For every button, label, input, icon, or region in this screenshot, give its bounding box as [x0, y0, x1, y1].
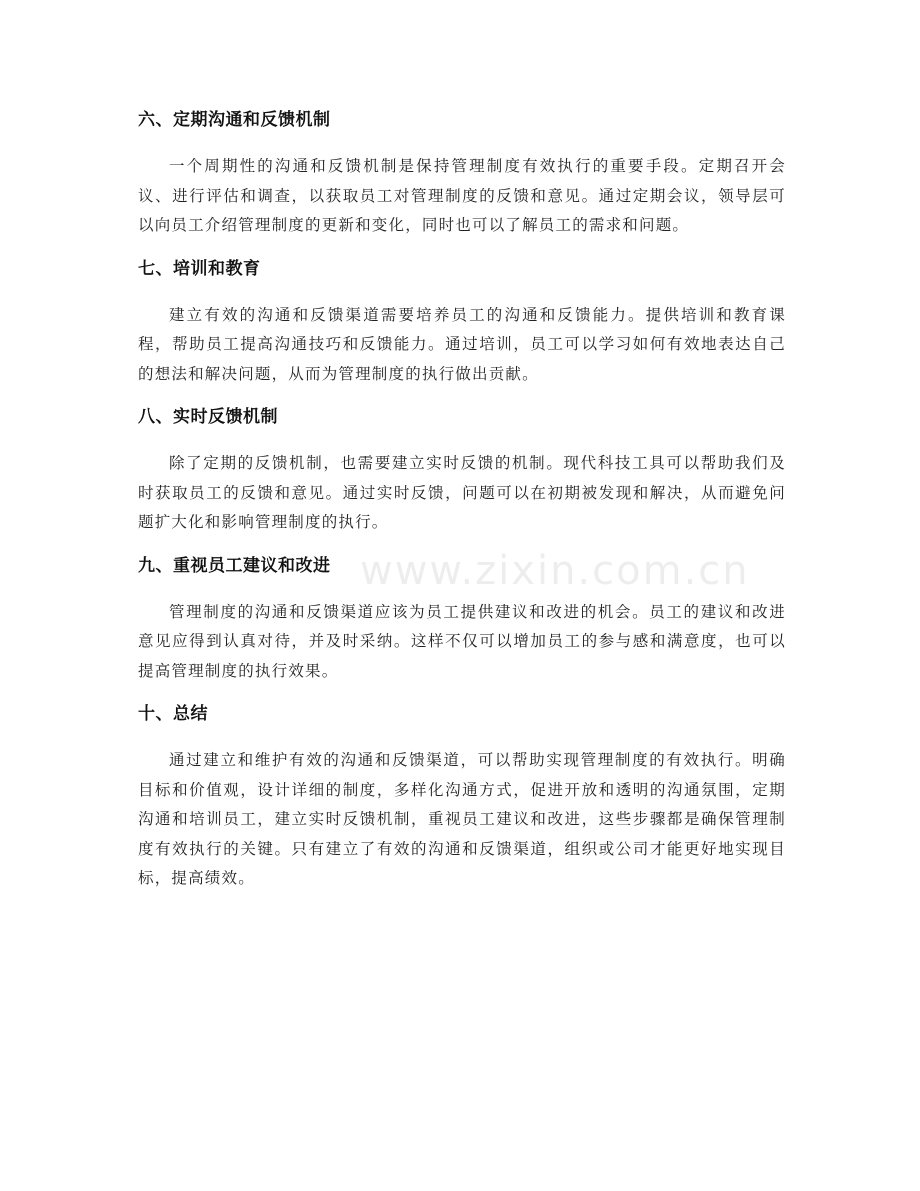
section-9 [138, 554, 786, 687]
section-heading: 七、培训和教育 [138, 258, 261, 279]
section-heading: 十、总结 [138, 704, 208, 724]
section-paragraph: 管理制度的沟通和反馈渠道应该为员工提供建议和改进的机会。员工的建议和改进意见应得到认真对待，并及时采纳。这样不仅可以增加员工的参与感和满意度，也可以提高管理制度的执行效果。 [138, 602, 786, 680]
section-paragraph: 一个周期性的沟通和反馈机制是保持管理制度有效执行的重要手段。定期召开会议、进行评估和调查，以获取员工对管理制度的反馈和意见。通过定期会议，领导层可以向员工介绍管理制度的更新和变化，同时也可以了解员工的需求和问题。 [138, 157, 786, 234]
section-heading: 九、重视员工建议和改进 [138, 555, 331, 576]
section-7 [138, 257, 786, 390]
section-6 [138, 108, 786, 241]
section-paragraph: 通过建立和维护有效的沟通和反馈渠道，可以帮助实现管理制度的有效执行。明确目标和价值观，设计详细的制度，多样化沟通方式，促进开放和透明的沟通氛围，定期沟通和培训员工，建立实时反馈机制，重视员工建议和改进，这些步骤都是确保管理制度有效执行的关键。只有建立了有效的沟通和反馈渠道，组织或公司才能更好地实现目标，提高绩效。 [138, 751, 786, 887]
document-page [138, 96, 786, 910]
section-paragraph: 除了定期的反馈机制，也需要建立实时反馈的机制。现代科技工具可以帮助我们及时获取员工的反馈和意见。通过实时反馈，问题可以在初期被发现和解决，从而避免问题扩大化和影响管理制度的执行。 [138, 454, 786, 531]
section-8 [138, 405, 786, 538]
section-10 [138, 702, 786, 894]
section-heading: 六、定期沟通和反馈机制 [138, 110, 331, 130]
section-heading: 八、实时反馈机制 [138, 407, 278, 427]
section-paragraph: 建立有效的沟通和反馈渠道需要培养员工的沟通和反馈能力。提供培训和教育课程，帮助员工提高沟通技巧和反馈能力。通过培训，员工可以学习如何有效地表达自己的想法和解决问题，从而为管理制度的执行做出贡献。 [138, 305, 786, 383]
watermark: www.zixin.com.cn [360, 548, 750, 594]
